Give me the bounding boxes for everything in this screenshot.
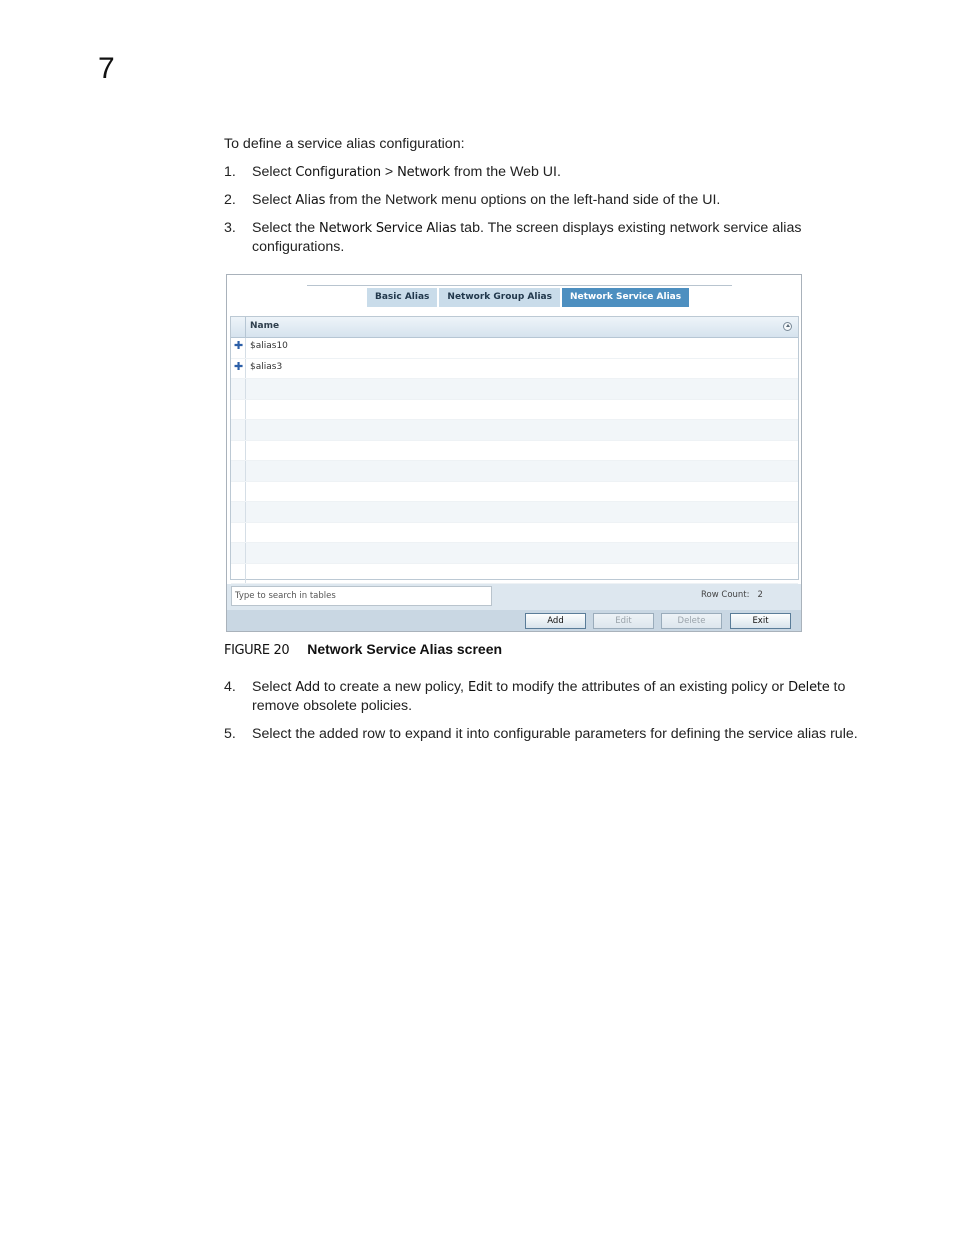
row-count-label: Row Count: [701,590,750,600]
step-number: 1. [224,164,236,180]
exit-button[interactable]: Exit [730,613,791,629]
row-count-value: 2 [757,590,763,600]
empty-row [231,543,798,564]
tab-bar-divider [307,285,732,286]
empty-row [231,379,798,400]
expand-plus-icon[interactable]: ✚ [234,339,244,352]
row-gutter-divider [245,564,246,584]
table-row[interactable] [231,359,798,380]
figure-title: Network Service Alias screen [307,641,503,657]
step-text: Select [252,679,296,695]
figure-label: FIGURE 20 [224,643,290,658]
step-number: 5. [224,726,236,742]
row-gutter-divider [245,379,246,399]
search-input[interactable]: Type to search in tables [231,586,492,606]
step-text: Select the added row to expand it into configurable parameters for defining the service alias rule. [252,726,858,742]
row-gutter-divider [245,441,246,461]
ui-term-configuration: Configuration [295,165,381,180]
row-gutter-divider [245,523,246,543]
ui-term-add: Add [295,680,320,695]
tab-basic-alias[interactable]: Basic Alias [367,288,437,307]
button-bar [227,610,801,631]
step-text: > [380,164,398,180]
row-gutter-divider [245,338,246,358]
ui-term-edit: Edit [467,680,493,695]
empty-row [231,502,798,523]
row-gutter-divider [245,359,246,379]
tab-bar [367,288,691,307]
ui-term-alias: Alias [295,193,326,208]
step-text: from the Network menu options on the left-hand side of the UI. [325,192,721,208]
edit-button[interactable]: Edit [593,613,654,629]
empty-row [231,482,798,503]
ui-term-network: Network [397,165,451,180]
empty-row [231,441,798,462]
delete-button[interactable]: Delete [661,613,722,629]
alias-table [230,316,799,580]
row-gutter-divider [245,420,246,440]
header-gutter-divider [245,317,246,337]
empty-row [231,461,798,482]
row-gutter-divider [245,461,246,481]
chapter-number: 7 [98,52,115,85]
step-1 [224,163,874,182]
empty-row [231,523,798,544]
empty-row [231,400,798,421]
step-text: to modify the attributes of an existing policy or [492,679,789,695]
row-count [701,590,763,600]
expand-plus-icon[interactable]: ✚ [234,359,244,373]
table-row[interactable] [231,338,798,359]
step-text: tab. The screen displays existing network service alias configurations. [252,220,802,255]
table-header [231,317,798,338]
row-gutter-divider [245,543,246,563]
column-menu-icon[interactable] [783,322,792,331]
screenshot-figure [226,274,802,632]
step-number: 3. [224,220,236,236]
step-text: to remove obsolete policies. [252,679,846,714]
step-number: 4. [224,679,236,695]
tab-network-group-alias[interactable]: Network Group Alias [439,288,560,307]
empty-row [231,420,798,441]
row-gutter-divider [245,400,246,420]
step-2 [224,191,874,210]
step-text: Select the [252,220,320,236]
tab-network-service-alias[interactable]: Network Service Alias [562,288,689,307]
step-3 [224,219,874,257]
empty-row [231,564,798,585]
column-header-name[interactable]: Name [250,321,280,331]
table-body [231,338,798,584]
table-footer [227,584,801,631]
step-text: Select [252,164,296,180]
step-number: 2. [224,192,236,208]
intro-paragraph: To define a service alias configuration: [224,136,465,152]
step-4 [224,678,874,716]
step-5 [224,725,874,744]
table-cell-name: $alias3 [250,361,283,372]
row-gutter-divider [245,482,246,502]
ui-term-delete: Delete [788,680,830,695]
ui-term-network-service-alias: Network Service Alias [319,221,457,236]
step-text: from the Web UI. [450,164,561,180]
step-text: to create a new policy, [319,679,468,695]
table-cell-name: $alias10 [250,341,288,351]
row-gutter-divider [245,502,246,522]
add-button[interactable]: Add [525,613,586,629]
step-text: Select [252,192,296,208]
figure-caption [224,641,502,658]
